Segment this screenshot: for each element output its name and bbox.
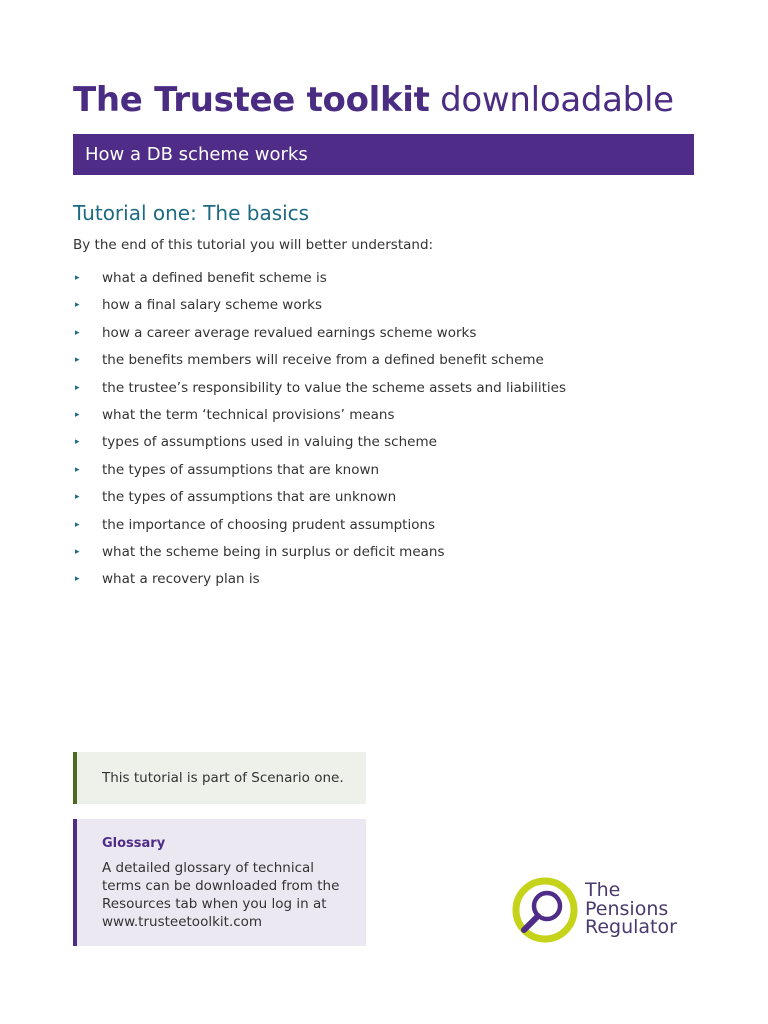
- list-item-text: the benefits members will receive from a defined benefit scheme: [102, 352, 544, 369]
- page-title-bold: The Trustee toolkit: [73, 80, 430, 120]
- tutorial-heading: Tutorial one: The basics: [73, 201, 310, 225]
- list-item-text: what the scheme being in surplus or deficit means: [102, 543, 445, 560]
- glossary-callout: [73, 819, 366, 946]
- glossary-link[interactable]: www.trusteetoolkit.com: [102, 914, 263, 930]
- list-item-text: how a final salary scheme works: [102, 297, 323, 314]
- list-item-text: what a recovery plan is: [102, 571, 260, 588]
- pensions-regulator-logo: [510, 876, 700, 946]
- bullet-arrow-icon: ▸: [75, 382, 80, 393]
- list-item: [73, 321, 566, 348]
- glossary-line: terms can be downloaded from the: [102, 878, 340, 894]
- list-item-text: types of assumptions used in valuing the scheme: [102, 434, 437, 451]
- logo-line: Regulator: [585, 916, 677, 938]
- learning-outcomes-list: [73, 266, 566, 595]
- list-item: [73, 376, 566, 403]
- bullet-arrow-icon: ▸: [75, 409, 80, 420]
- list-item: [73, 403, 566, 430]
- list-item-text: the types of assumptions that are known: [102, 461, 380, 478]
- list-item-text: the types of assumptions that are unknown: [102, 489, 397, 506]
- bullet-arrow-icon: ▸: [75, 355, 80, 366]
- logo-line: Pensions: [585, 897, 669, 920]
- magnifier-logo-icon: [510, 876, 580, 946]
- page-title-regular: downloadable: [440, 80, 674, 120]
- page-title: [73, 80, 674, 120]
- list-item: [73, 540, 566, 567]
- bullet-arrow-icon: ▸: [75, 492, 80, 503]
- scenario-callout: This tutorial is part of Scenario one.: [73, 752, 366, 804]
- list-item: [73, 348, 566, 375]
- glossary-line: Resources tab when you log in at: [102, 896, 327, 912]
- bullet-arrow-icon: ▸: [75, 327, 80, 338]
- glossary-text: [102, 859, 348, 931]
- bullet-arrow-icon: ▸: [75, 273, 80, 283]
- list-item: [73, 567, 566, 594]
- bullet-arrow-icon: ▸: [75, 519, 80, 530]
- list-item-text: the importance of choosing prudent assumptions: [102, 516, 436, 533]
- list-item: [73, 293, 566, 320]
- tutorial-intro: By the end of this tutorial you will better understand:: [73, 237, 434, 253]
- section-banner: How a DB scheme works: [73, 134, 694, 175]
- list-item: [73, 513, 566, 540]
- logo-wordmark: [585, 881, 677, 937]
- bullet-arrow-icon: ▸: [75, 464, 80, 475]
- list-item-text: how a career average revalued earnings scheme works: [102, 324, 477, 341]
- logo-line: The: [585, 879, 621, 901]
- bullet-arrow-icon: ▸: [75, 300, 80, 311]
- list-item-text: what the term ‘technical provisions’ means: [102, 406, 395, 423]
- bullet-arrow-icon: ▸: [75, 574, 80, 585]
- list-item: [73, 266, 566, 293]
- list-item: [73, 430, 566, 457]
- bullet-arrow-icon: ▸: [75, 546, 80, 557]
- list-item: [73, 485, 566, 512]
- list-item-text: the trustee’s responsibility to value the scheme assets and liabilities: [102, 379, 567, 396]
- list-item-text: what a defined benefit scheme is: [102, 270, 327, 286]
- list-item: [73, 458, 566, 485]
- glossary-title: Glossary: [102, 836, 166, 851]
- bullet-arrow-icon: ▸: [75, 437, 80, 448]
- glossary-line: A detailed glossary of technical: [102, 860, 315, 876]
